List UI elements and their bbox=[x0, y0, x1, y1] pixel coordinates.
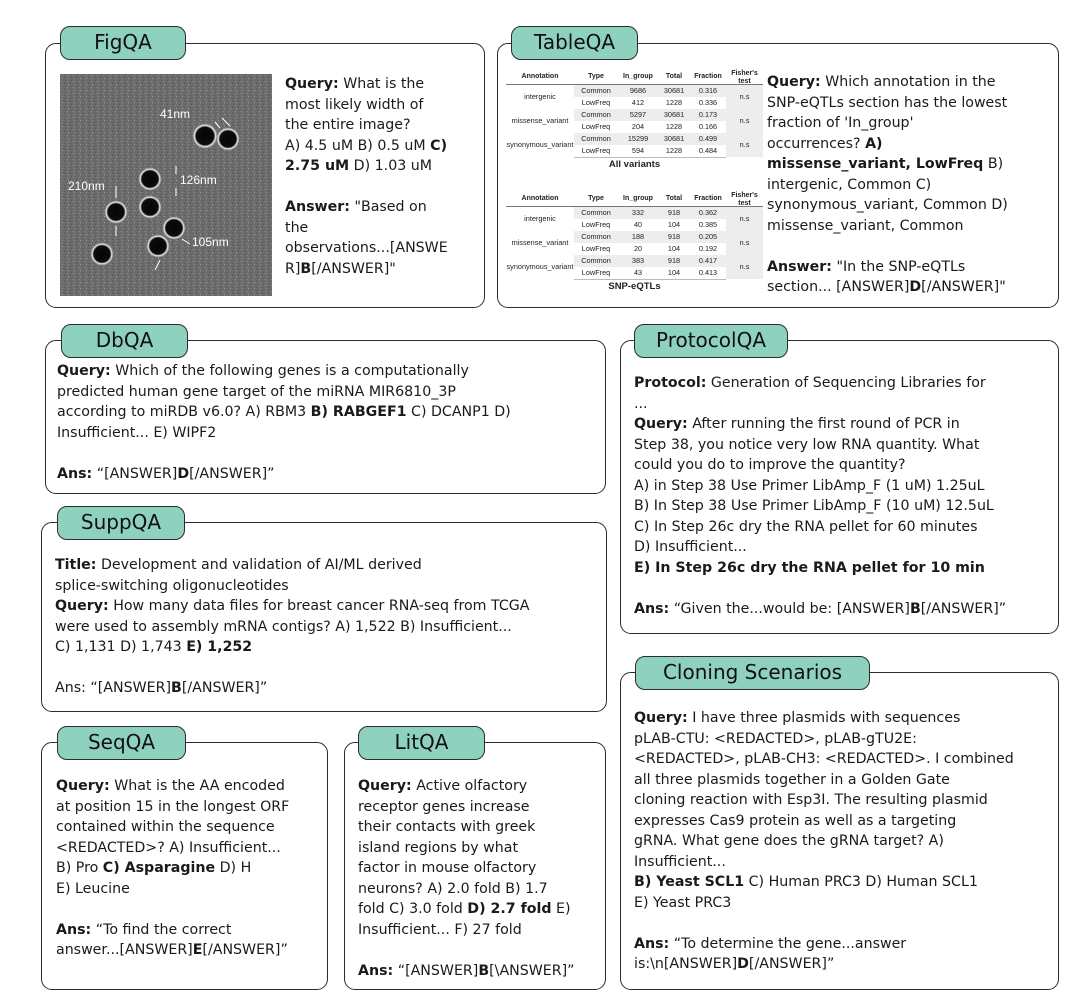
table-cell: LowFreq bbox=[581, 244, 611, 253]
text-span: A) in Step 38 Use Primer LibAmp_F (1 uM) 1.25uL bbox=[634, 477, 985, 494]
text-span: D) Insufficient... bbox=[634, 539, 747, 555]
table-header bbox=[506, 192, 763, 206]
label-210nm: 210nm bbox=[68, 179, 105, 193]
text-line bbox=[358, 940, 603, 961]
bold-text: Query: bbox=[56, 778, 110, 794]
table-cell: 30681 bbox=[663, 134, 685, 143]
text-span: answer...[ANSWER] bbox=[56, 942, 193, 958]
group-rule bbox=[574, 157, 726, 158]
annotation-label: missense_variant bbox=[511, 238, 569, 247]
table-cell: 1228 bbox=[665, 98, 683, 107]
text-span: “To find the correct bbox=[91, 921, 232, 938]
text-line bbox=[55, 678, 600, 699]
fisher-value: n.s bbox=[739, 92, 750, 101]
text-line bbox=[634, 455, 1054, 476]
table-cell: 5297 bbox=[629, 110, 647, 119]
bold-text: Answer: bbox=[767, 258, 832, 275]
fisher-value: n.s bbox=[739, 214, 750, 223]
text-line bbox=[358, 899, 603, 920]
table-cell: 594 bbox=[631, 146, 645, 155]
table-cell: 104 bbox=[667, 244, 681, 253]
text-span: “Given the...would be: [ANSWER] bbox=[669, 600, 910, 617]
text-span: SNP-eQTLs section has the lowest bbox=[767, 94, 1008, 111]
text-span: Which of the following genes is a computationally bbox=[110, 363, 469, 379]
annotation-label: synonymous_variant bbox=[506, 140, 574, 149]
bold-text: Ans: bbox=[56, 921, 92, 938]
text-line bbox=[55, 617, 600, 638]
table-cell: 918 bbox=[667, 256, 681, 265]
text-line bbox=[358, 797, 603, 818]
text-span: B) In Step 38 Use Primer LibAmp_F (10 uM) 12.5uL bbox=[634, 498, 994, 514]
table-cell: 0.499 bbox=[698, 134, 718, 143]
text-span: Active olfactory bbox=[411, 778, 528, 794]
text-span: missense_variant, Common bbox=[767, 217, 964, 234]
table-cell: LowFreq bbox=[581, 122, 611, 131]
table-cell: 1228 bbox=[665, 122, 683, 131]
text-span: fraction of 'In_group' bbox=[767, 115, 914, 131]
table-cell: 104 bbox=[667, 268, 681, 277]
text-line bbox=[634, 599, 1054, 620]
text-line bbox=[285, 74, 480, 95]
text-span: contained within the sequence bbox=[56, 819, 275, 835]
text-span: pLAB-CTU: <REDACTED>, pLAB-gTU2E: bbox=[634, 730, 917, 747]
text-span: [/ANSWER]” bbox=[181, 680, 268, 696]
text-line bbox=[57, 361, 597, 382]
seqqa-title: SeqQA bbox=[57, 726, 186, 760]
text-line bbox=[634, 770, 1054, 791]
text-line bbox=[634, 476, 1054, 497]
text-line bbox=[634, 435, 1054, 456]
table-cell: LowFreq bbox=[581, 98, 611, 107]
text-span: [/ANSWER]” bbox=[748, 956, 835, 972]
table-cell: 383 bbox=[631, 256, 645, 265]
text-span: all three plasmids together in a Golden Gate bbox=[634, 771, 950, 788]
table-cell: Common bbox=[581, 86, 611, 95]
tableqa-text bbox=[767, 72, 1057, 298]
text-span: <REDACTED>, pLAB-CH3: <REDACTED>. I combined bbox=[634, 751, 1014, 767]
text-line bbox=[285, 177, 480, 198]
bold-text: C) Asparagine bbox=[102, 860, 216, 876]
table-cell: 412 bbox=[631, 98, 645, 107]
text-span: [\ANSWER]” bbox=[489, 962, 575, 979]
text-span: their contacts with greek bbox=[358, 819, 536, 835]
text-line bbox=[285, 136, 480, 157]
label-126nm: 126nm bbox=[180, 173, 217, 187]
table-cell: 0.316 bbox=[698, 86, 718, 95]
bold-text: C) bbox=[430, 137, 448, 154]
text-line bbox=[634, 578, 1054, 599]
bold-text: Query: bbox=[285, 76, 339, 92]
table-cell: 0.205 bbox=[698, 232, 718, 241]
text-line bbox=[57, 464, 597, 485]
text-span: Insufficient... E) WIPF2 bbox=[57, 424, 217, 441]
text-span: I have three plasmids with sequences bbox=[687, 710, 961, 726]
text-line bbox=[358, 920, 603, 941]
table-cell: Common bbox=[581, 232, 611, 241]
text-line bbox=[767, 277, 1057, 298]
text-line bbox=[634, 954, 1054, 975]
column-header: Fraction bbox=[694, 195, 722, 202]
protocolqa-title: ProtocolQA bbox=[634, 324, 788, 358]
text-line bbox=[56, 858, 324, 879]
text-span: What is the bbox=[338, 76, 425, 92]
bold-text: D) 2.7 fold bbox=[467, 901, 552, 917]
table-cell: 0.413 bbox=[698, 268, 718, 277]
text-line bbox=[634, 537, 1054, 558]
bold-text: 2.75 uM bbox=[285, 158, 350, 174]
table-cell: 918 bbox=[667, 208, 681, 217]
bold-text: B bbox=[909, 600, 921, 617]
text-span: [/ANSWER]” bbox=[202, 942, 288, 958]
text-span: expresses Cas9 protein as well as a targeting bbox=[634, 812, 957, 829]
fisher-value: n.s bbox=[739, 238, 750, 247]
fisher-value: n.s bbox=[739, 262, 750, 271]
text-line bbox=[285, 95, 480, 116]
text-line bbox=[285, 115, 480, 136]
text-span: [/ANSWER]” bbox=[920, 600, 1007, 617]
table-cell: 188 bbox=[631, 232, 645, 241]
table-cell: 43 bbox=[633, 268, 643, 277]
text-line bbox=[55, 555, 600, 576]
text-span: E) Yeast PRC3 bbox=[634, 894, 732, 911]
text-span: Which annotation in the bbox=[820, 74, 996, 90]
text-span: After running the first round of PCR in bbox=[687, 416, 960, 432]
table-cell: 0.166 bbox=[698, 122, 718, 131]
text-span: C) In Step 26c dry the RNA pellet for 60 minutes bbox=[634, 518, 978, 535]
text-line bbox=[285, 156, 480, 177]
cloning-title: Cloning Scenarios bbox=[635, 656, 870, 690]
bold-text: D bbox=[177, 465, 190, 482]
column-header: Total bbox=[665, 73, 683, 80]
text-span: Generation of Sequencing Libraries for bbox=[706, 375, 986, 391]
bold-text: Query: bbox=[634, 416, 688, 432]
text-span: factor in mouse olfactory bbox=[358, 860, 537, 876]
text-span: What is the AA encoded bbox=[109, 778, 285, 794]
text-span: cloning reaction with Esp3I. The resulting plasmid bbox=[634, 792, 988, 808]
text-span: A) 4.5 uM B) 0.5 uM bbox=[285, 137, 431, 154]
table-cell: Common bbox=[581, 110, 611, 119]
text-line bbox=[56, 797, 324, 818]
column-header: Annotation bbox=[521, 73, 559, 80]
text-line bbox=[358, 817, 603, 838]
bold-text: Protocol: bbox=[634, 375, 707, 391]
text-line bbox=[56, 817, 324, 838]
text-span: “[ANSWER] bbox=[92, 465, 178, 482]
bold-text: D bbox=[909, 279, 922, 295]
suppqa-title: SuppQA bbox=[57, 506, 185, 540]
table-caption: SNP-eQTLs bbox=[608, 281, 661, 292]
text-line bbox=[767, 175, 1057, 196]
text-span: "In the SNP-eQTLs bbox=[831, 258, 966, 275]
litqa-title: LitQA bbox=[358, 726, 485, 760]
bold-text: Query: bbox=[358, 778, 412, 794]
text-span: Insufficient... bbox=[634, 853, 726, 870]
text-span: predicted human gene target of the miRNA MIR6810_3P bbox=[57, 383, 456, 400]
text-span: ... bbox=[634, 395, 648, 412]
table-cell: 204 bbox=[631, 122, 645, 131]
text-line bbox=[56, 838, 324, 859]
text-line bbox=[634, 872, 1054, 893]
label-105nm: 105nm bbox=[192, 235, 229, 249]
table-cell: 1228 bbox=[665, 146, 683, 155]
table-cell: 332 bbox=[631, 208, 645, 217]
text-line bbox=[634, 893, 1054, 914]
bold-text: missense_variant, LowFreq bbox=[767, 156, 984, 172]
figqa-text bbox=[285, 74, 480, 279]
column-header: Total bbox=[665, 195, 683, 202]
text-span: synonymous_variant, Common D) bbox=[767, 197, 1008, 213]
text-span: B) bbox=[983, 156, 1004, 172]
text-line bbox=[634, 708, 1054, 729]
text-line bbox=[634, 394, 1054, 415]
text-span: the entire image? bbox=[285, 117, 411, 133]
table-cell: 20 bbox=[633, 244, 643, 253]
text-span: observations...[ANSWE bbox=[285, 240, 448, 256]
text-line bbox=[767, 72, 1057, 93]
text-span: C) Human PRC3 D) Human SCL1 bbox=[744, 874, 978, 890]
table-all-variants bbox=[506, 70, 763, 180]
text-span: section... [ANSWER] bbox=[767, 279, 910, 295]
text-span: <REDACTED>? A) Insufficient... bbox=[56, 839, 281, 856]
text-line bbox=[634, 558, 1054, 579]
text-line bbox=[634, 852, 1054, 873]
table-cell: 918 bbox=[667, 232, 681, 241]
annotation-label: synonymous_variant bbox=[506, 262, 574, 271]
text-line bbox=[767, 113, 1057, 134]
text-line bbox=[634, 373, 1054, 394]
text-span: island regions by what bbox=[358, 839, 519, 856]
label-41nm: 41nm bbox=[160, 107, 191, 121]
text-line bbox=[358, 961, 603, 982]
text-line bbox=[358, 879, 603, 900]
text-span: gRNA. What gene does the gRNA target? A) bbox=[634, 833, 944, 849]
text-line bbox=[56, 899, 324, 920]
text-line bbox=[358, 776, 603, 797]
text-line bbox=[634, 831, 1054, 852]
text-line bbox=[634, 496, 1054, 517]
text-span: C) 1,131 D) 1,743 bbox=[55, 639, 187, 655]
column-header: Type bbox=[588, 73, 604, 80]
column-header: In_group bbox=[623, 195, 653, 202]
text-span: receptor genes increase bbox=[358, 798, 530, 815]
bold-text: B bbox=[478, 962, 490, 979]
table-cell: 104 bbox=[667, 220, 681, 229]
table-cell: Common bbox=[581, 256, 611, 265]
bold-text: Query: bbox=[767, 74, 821, 90]
bold-text: Ans: bbox=[634, 935, 670, 952]
text-span: Ans: “[ANSWER] bbox=[55, 680, 171, 696]
text-span: intergenic, Common C) bbox=[767, 176, 932, 193]
text-line bbox=[767, 154, 1057, 175]
text-line bbox=[634, 913, 1054, 934]
figqa-title: FigQA bbox=[60, 26, 186, 60]
text-span: R] bbox=[285, 260, 301, 277]
text-span: "Based on bbox=[349, 199, 427, 215]
column-header: Fisher's test bbox=[731, 70, 758, 85]
text-span: E) Leucine bbox=[56, 880, 130, 897]
annotation-label: missense_variant bbox=[511, 116, 569, 125]
text-span: “To determine the gene...answer bbox=[669, 935, 907, 952]
table-cell: 30681 bbox=[663, 110, 685, 119]
table-caption: All variants bbox=[608, 159, 661, 170]
text-line bbox=[634, 934, 1054, 955]
cloning-text bbox=[634, 708, 1054, 975]
table-cell: 0.417 bbox=[698, 256, 718, 265]
text-line bbox=[767, 195, 1057, 216]
table-cell: 9686 bbox=[629, 86, 647, 95]
text-span: C) DCANP1 D) bbox=[406, 404, 511, 420]
column-header: In_group bbox=[623, 73, 653, 80]
text-span: neurons? A) 2.0 fold B) 1.7 bbox=[358, 880, 548, 897]
text-line bbox=[767, 93, 1057, 114]
table-cell: 0.484 bbox=[698, 146, 718, 155]
seqqa-text bbox=[56, 776, 324, 961]
table-cell: LowFreq bbox=[581, 220, 611, 229]
bold-text: Ans: bbox=[634, 600, 670, 617]
text-line bbox=[767, 257, 1057, 278]
text-line bbox=[55, 658, 600, 679]
text-line bbox=[285, 238, 480, 259]
annotation-label: intergenic bbox=[524, 92, 556, 101]
bold-text: B) Yeast SCL1 bbox=[634, 874, 745, 890]
text-line bbox=[57, 402, 597, 423]
text-span: [/ANSWER]” bbox=[189, 465, 275, 482]
bold-text: B) RABGEF1 bbox=[310, 404, 407, 420]
dbqa-title: DbQA bbox=[61, 324, 188, 358]
bold-text: E bbox=[192, 942, 203, 958]
table-header bbox=[506, 70, 763, 84]
text-line bbox=[634, 749, 1054, 770]
text-line bbox=[55, 576, 600, 597]
text-line bbox=[634, 811, 1054, 832]
text-span: Step 38, you notice very low RNA quantity. What bbox=[634, 436, 980, 453]
fisher-value: n.s bbox=[739, 140, 750, 149]
text-span: Insufficient... F) 27 fold bbox=[358, 921, 522, 938]
text-line bbox=[634, 517, 1054, 538]
text-span: splice-switching oligonucleotides bbox=[55, 577, 289, 594]
bold-text: Query: bbox=[55, 598, 109, 614]
text-line bbox=[55, 637, 600, 658]
bold-text: Ans: bbox=[57, 465, 93, 482]
text-span: D) H bbox=[215, 860, 252, 876]
table-cell: 30681 bbox=[663, 86, 685, 95]
column-header: Annotation bbox=[521, 195, 559, 202]
suppqa-text bbox=[55, 555, 600, 699]
text-line bbox=[285, 197, 480, 218]
text-span: E) bbox=[551, 901, 571, 917]
table-cell: 0.362 bbox=[698, 208, 718, 217]
bold-text: D bbox=[737, 956, 749, 972]
text-span: D) 1.03 uM bbox=[349, 158, 432, 174]
fisher-value: n.s bbox=[739, 116, 750, 125]
text-line bbox=[358, 838, 603, 859]
text-line bbox=[56, 940, 324, 961]
litqa-text bbox=[358, 776, 603, 981]
table-snp-eqtls bbox=[506, 192, 763, 302]
protocolqa-text bbox=[634, 373, 1054, 619]
text-line bbox=[56, 920, 324, 941]
text-span: “[ANSWER] bbox=[393, 962, 479, 979]
text-span: at position 15 in the longest ORF bbox=[56, 798, 290, 815]
tableqa-title: TableQA bbox=[511, 26, 638, 60]
bold-text: A) bbox=[865, 135, 883, 152]
text-span: Development and validation of AI/ML derived bbox=[96, 557, 422, 573]
dbqa-text bbox=[57, 361, 597, 484]
column-header: Type bbox=[588, 195, 604, 202]
text-line bbox=[57, 423, 597, 444]
bold-text: B bbox=[170, 680, 182, 696]
table-cell: 15299 bbox=[627, 134, 649, 143]
bold-text: Answer: bbox=[285, 199, 350, 215]
table-cell: LowFreq bbox=[581, 146, 611, 155]
text-line bbox=[57, 443, 597, 464]
group-rule bbox=[574, 279, 726, 280]
text-span: B) Pro bbox=[56, 860, 103, 876]
text-line bbox=[767, 236, 1057, 257]
table-cell: 0.192 bbox=[698, 244, 718, 253]
bold-text: Title: bbox=[55, 557, 97, 573]
text-line bbox=[767, 134, 1057, 155]
text-line bbox=[358, 858, 603, 879]
text-line bbox=[634, 790, 1054, 811]
text-line bbox=[55, 596, 600, 617]
table-cell: 0.385 bbox=[698, 220, 718, 229]
text-span: is:\n[ANSWER] bbox=[634, 956, 738, 972]
text-line bbox=[285, 259, 480, 280]
bold-text: E) In Step 26c dry the RNA pellet for 10 min bbox=[634, 559, 985, 576]
bold-text: E) 1,252 bbox=[186, 639, 253, 655]
text-span: according to miRDB v6.0? A) RBM3 bbox=[57, 404, 311, 420]
text-span: How many data files for breast cancer RNA-seq from TCGA bbox=[108, 598, 530, 614]
table-cell: 40 bbox=[633, 220, 643, 229]
bold-text: Query: bbox=[57, 363, 111, 379]
annotation-label: intergenic bbox=[524, 214, 556, 223]
text-line bbox=[634, 414, 1054, 435]
text-span: could you do to improve the quantity? bbox=[634, 457, 906, 473]
bold-text: Query: bbox=[634, 710, 688, 726]
column-header: Fraction bbox=[694, 73, 722, 80]
table-cell: Common bbox=[581, 208, 611, 217]
text-line bbox=[56, 879, 324, 900]
text-span: [/ANSWER]" bbox=[311, 260, 396, 277]
bold-text: B bbox=[300, 260, 312, 277]
text-span: occurrences? bbox=[767, 135, 866, 152]
text-line bbox=[285, 218, 480, 239]
text-line bbox=[56, 776, 324, 797]
text-span: the bbox=[285, 219, 309, 236]
micrograph-image bbox=[60, 74, 272, 296]
text-span: [/ANSWER]" bbox=[921, 279, 1006, 295]
text-span: most likely width of bbox=[285, 96, 424, 113]
table-cell: 0.336 bbox=[698, 98, 718, 107]
text-line bbox=[767, 216, 1057, 237]
bold-text: Ans: bbox=[358, 962, 394, 979]
table-cell: 0.173 bbox=[698, 110, 718, 119]
text-span: fold C) 3.0 fold bbox=[358, 901, 468, 917]
text-line bbox=[57, 382, 597, 403]
table-cell: LowFreq bbox=[581, 268, 611, 277]
column-header: Fisher's test bbox=[731, 192, 758, 207]
table-cell: Common bbox=[581, 134, 611, 143]
text-line bbox=[634, 729, 1054, 750]
text-span: were used to assembly mRNA contigs? A) 1,522 B) Insufficient... bbox=[55, 618, 512, 635]
